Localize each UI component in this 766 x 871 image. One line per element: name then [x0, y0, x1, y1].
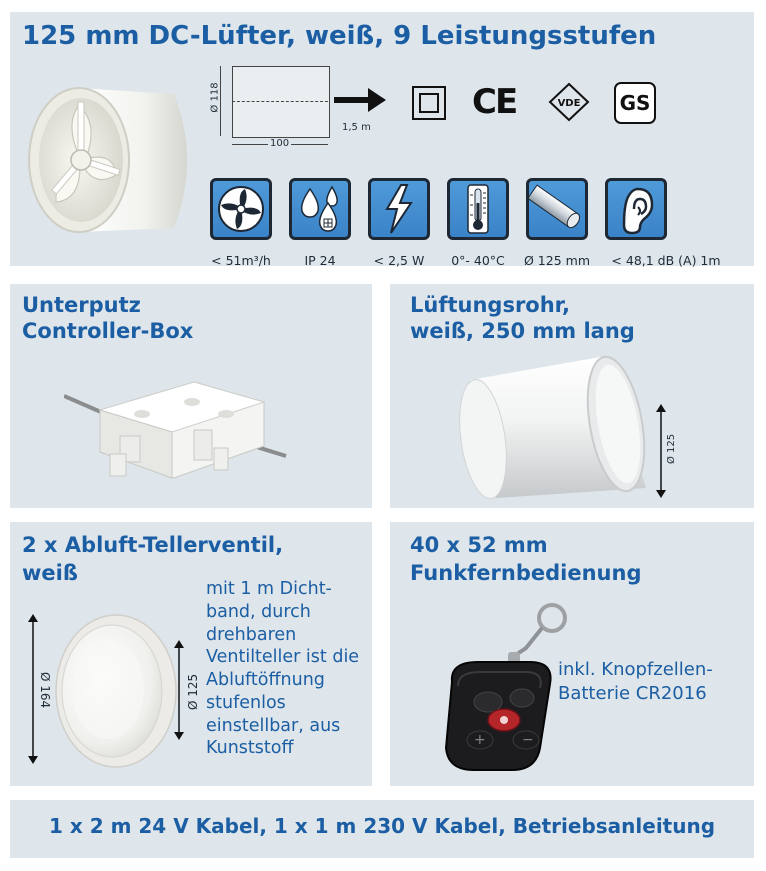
controller-title-line2: Controller-Box: [22, 319, 194, 343]
pipe-title-line2: weiß, 250 mm lang: [410, 319, 635, 343]
valve-description: [206, 578, 370, 760]
svg-text:+: +: [474, 732, 486, 748]
valve-description-line: mit 1 m Dicht-: [206, 579, 332, 599]
controller-title-line1: Unterputz: [22, 293, 141, 317]
gs-mark-text: GS: [619, 91, 651, 115]
vde-mark-text: VDE: [557, 98, 581, 109]
controller-box-image: [64, 366, 288, 496]
fan-dimension-drawing: [206, 56, 386, 156]
spec-power: < 2,5 W: [373, 253, 425, 268]
remote-title-line1: 40 x 52 mm: [410, 533, 548, 557]
fan-panel: [10, 12, 754, 266]
lightning-bolt-icon: [368, 178, 430, 240]
remote-note-line1: inkl. Knopfzellen-: [558, 659, 713, 680]
pipe-diameter-icon: [526, 178, 588, 240]
water-drops-icon: [289, 178, 351, 240]
valve-description-line: stufenlos: [206, 692, 286, 713]
footer-panel: [10, 800, 754, 858]
fan-title: 125 mm DC-Lüfter, weiß, 9 Leistungsstufen: [22, 21, 657, 51]
gs-mark-icon: [614, 82, 656, 124]
valve-image: [50, 612, 182, 770]
remote-panel: [390, 522, 754, 786]
fan-airflow-icon: [210, 178, 272, 240]
pipe-panel: [390, 284, 754, 508]
valve-description-line: Kunststoff: [206, 738, 294, 759]
spec-airflow: < 51m³/h: [211, 253, 271, 268]
fan-length-label: 100: [270, 138, 290, 149]
footer-text: 1 x 2 m 24 V Kabel, 1 x 1 m 230 V Kabel, Betriebsanleitung: [48, 814, 716, 838]
remote-note-line2: Batterie CR2016: [558, 683, 707, 704]
valve-panel: [10, 522, 372, 786]
pipe-image: [456, 348, 656, 500]
spec-temperature: 0°- 40°C: [451, 253, 505, 268]
ear-noise-icon: [605, 178, 667, 240]
valve-description-line: Abluftöffnung: [206, 670, 325, 690]
protection-class-2-icon: [412, 86, 446, 120]
pipe-title-line1: Lüftungsrohr,: [410, 293, 570, 317]
valve-title-line2: weiß: [22, 561, 78, 585]
controller-panel: [10, 284, 372, 508]
outer-diameter-label: Ø 164: [38, 672, 52, 709]
valve-description-line: Ventilteller ist die: [206, 647, 360, 668]
valve-description-line: drehbaren: [206, 624, 297, 645]
valve-description-line: einstellbar, aus: [206, 715, 341, 736]
fan-image: [24, 80, 204, 240]
cable-length-label: 1,5 m: [342, 122, 371, 133]
ce-mark-icon: CE: [472, 82, 517, 122]
pipe-diameter-label: Ø 125: [666, 433, 677, 464]
fan-diameter-label: Ø 118: [209, 82, 221, 113]
remote-title-line2: Funkfernbedienung: [410, 561, 642, 585]
inner-diameter-label: Ø 125: [186, 673, 200, 710]
inner-diameter-arrow: [172, 640, 186, 740]
valve-title-line1: 2 x Abluft-Tellerventil,: [22, 533, 284, 557]
spec-ip-rating: IP 24: [304, 253, 336, 268]
vde-mark-icon: [548, 82, 590, 122]
valve-description-line: band, durch: [206, 601, 311, 622]
spec-diameter: Ø 125 mm: [524, 253, 590, 268]
thermometer-icon: [447, 178, 509, 240]
svg-text:−: −: [522, 732, 534, 748]
spec-noise: < 48,1 dB (A) 1m: [611, 253, 721, 268]
arrow-right-icon: [334, 88, 386, 112]
